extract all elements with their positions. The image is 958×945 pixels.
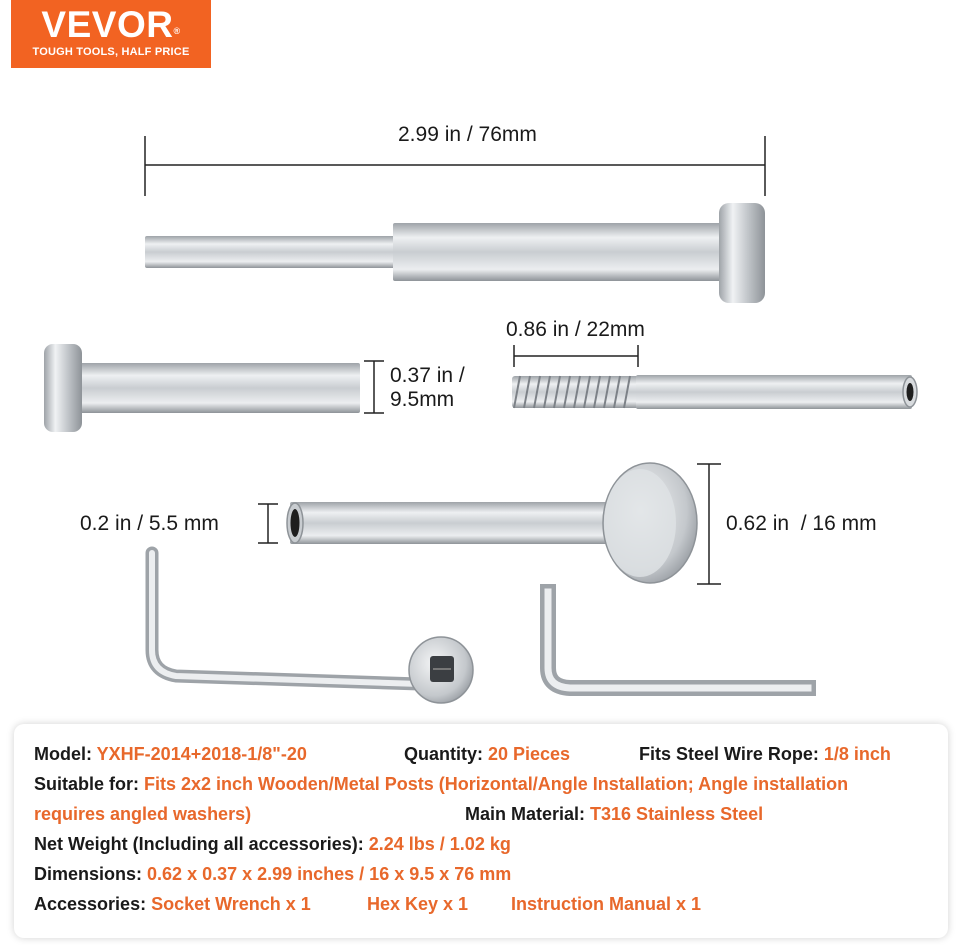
thread-length-dimension-line [514, 345, 638, 367]
spec-line-suitable [34, 773, 848, 795]
logo-tagline: TOUGH TOOLS, HALF PRICE [32, 46, 190, 58]
logo-brand: VEVOR [41, 4, 174, 45]
spec-line-suitable-cont [34, 803, 251, 825]
suitable-label: Suitable for: [34, 774, 145, 794]
length-label: 2.99 in / 76mm [398, 123, 537, 146]
accessory-instruction-manual: Instruction Manual x 1 [511, 894, 702, 914]
body-diameter-dimension-line [364, 361, 384, 413]
cap-diameter-dimension-line [697, 464, 721, 584]
thread-length-label: 0.86 in / 22mm [506, 318, 645, 341]
quantity-label: Quantity: [404, 744, 488, 764]
socket-wrench [152, 553, 473, 703]
logo-registered-mark: ® [173, 26, 181, 36]
spec-line-accessories [34, 893, 311, 915]
quantity-value: 20 Pieces [488, 744, 571, 764]
accessory-hex-key: Hex Key x 1 [367, 894, 469, 914]
accessory-socket-wrench: Socket Wrench x 1 [151, 894, 311, 914]
spec-accessory-hex-key [367, 893, 468, 915]
threaded-stud-fitting [512, 375, 917, 409]
spec-line-quantity [404, 743, 570, 765]
model-value: YXHF-2014+2018-1/8"-20 [96, 744, 307, 764]
material-label: Main Material: [465, 804, 591, 824]
hole-diameter-dimension-line [258, 504, 278, 543]
body-diameter-label-line1: 0.37 in / [390, 364, 465, 387]
large-cap-fitting [287, 463, 697, 583]
weight-value: 2.24 lbs / 1.02 kg [368, 834, 511, 854]
model-label: Model: [34, 744, 97, 764]
spec-line-weight [34, 833, 511, 855]
spec-line-dimensions [34, 863, 511, 885]
weight-label: Net Weight (Including all accessories): [34, 834, 369, 854]
rope-value: 1/8 inch [823, 744, 891, 764]
hole-diameter-label: 0.2 in / 5.5 mm [80, 512, 219, 535]
suitable-value-1: Fits 2x2 inch Wooden/Metal Posts (Horizontal/Angle Installation; Angle installation [144, 774, 849, 794]
dimensions-value: 0.62 x 0.37 x 2.99 inches / 16 x 9.5 x 76 mm [147, 864, 512, 884]
spec-accessory-manual [511, 893, 701, 915]
spec-line-model [34, 743, 307, 765]
dimensions-label: Dimensions: [34, 864, 148, 884]
middle-left-fitting [44, 344, 360, 432]
rope-label: Fits Steel Wire Rope: [639, 744, 824, 764]
spec-line-rope [639, 743, 891, 765]
material-value: T316 Stainless Steel [590, 804, 764, 824]
hex-key [548, 592, 808, 688]
accessories-label: Accessories: [34, 894, 152, 914]
specifications-panel [14, 724, 948, 938]
spec-line-material [465, 803, 763, 825]
cap-diameter-label: 0.62 in / 16 mm [726, 512, 877, 535]
suitable-value-2: requires angled washers) [34, 804, 252, 824]
top-swage-fitting [145, 203, 765, 303]
body-diameter-label-line2: 9.5mm [390, 388, 455, 411]
